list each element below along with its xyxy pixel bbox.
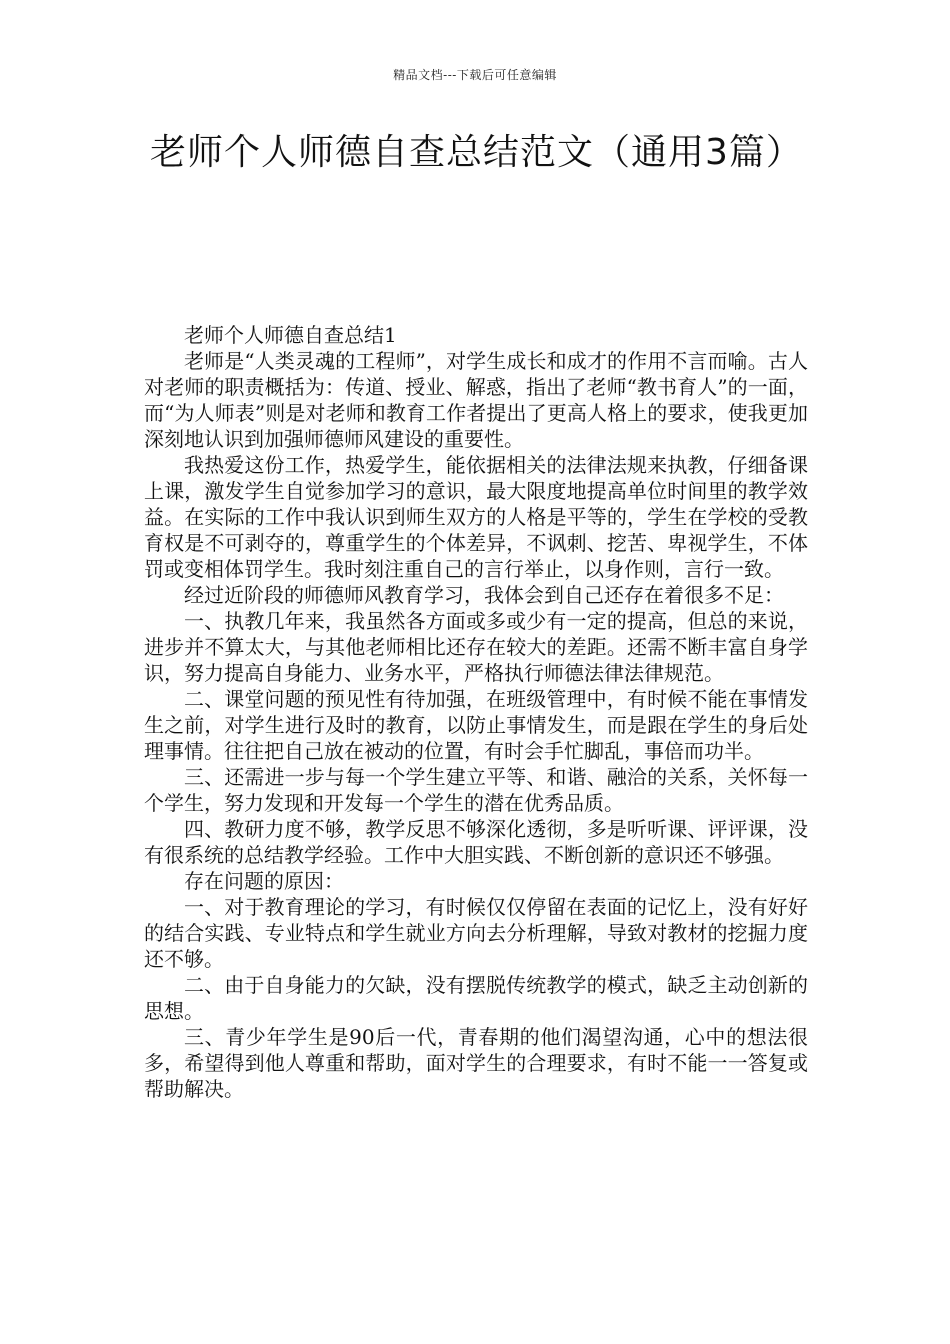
body-paragraph: 三、还需进一步与每一个学生建立平等、和谐、融洽的关系，关怀每一个学生，努力发现和开发每一个学生的潜在优秀品质。: [144, 765, 808, 815]
body-paragraph: 一、对于教育理论的学习，有时候仅仅停留在表面的记忆上，没有好好的结合实践、专业特点和学生就业方向去分析理解，导致对教材的挖掘力度还不够。: [144, 895, 808, 971]
body-paragraph: 二、由于自身能力的欠缺，没有摆脱传统教学的模式，缺乏主动创新的思想。: [144, 973, 808, 1023]
document-title: 老师个人师德自查总结范文（通用3篇）: [150, 132, 803, 173]
body-paragraph: 二、课堂问题的预见性有待加强，在班级管理中，有时候不能在事情发生之前，对学生进行及时的教育，以防止事情发生，而是跟在学生的身后处理事情。往往把自己放在被动的位置，有时会手忙脚乱，事倍而功半。: [144, 687, 808, 763]
document-body: [144, 322, 808, 1102]
body-paragraph: 三、青少年学生是90后一代，青春期的他们渴望沟通，心中的想法很多，希望得到他人尊重和帮助，面对学生的合理要求，有时不能一一答复或帮助解决。: [144, 1025, 808, 1101]
header-note: 精品文档---下载后可任意编辑: [393, 68, 557, 82]
body-paragraph: 我热爱这份工作，热爱学生，能依据相关的法律法规来执教，仔细备课上课，激发学生自觉参加学习的意识，最大限度地提高单位时间里的教学效益。在实际的工作中我认识到师生双方的人格是平等的，学生在学校的受教育权是不可剥夺的，尊重学生的个体差异，不讽刺、挖苦、卑视学生，不体罚或变相体罚学生。我时刻注重自己的言行举止，以身作则，言行一致。: [144, 453, 808, 581]
body-paragraph: 老师是“人类灵魂的工程师”，对学生成长和成才的作用不言而喻。古人对老师的职责概括为：传道、授业、解惑，指出了老师“教书育人”的一面，而“为人师表”则是对老师和教育工作者提出了更高人格上的要求，使我更加深刻地认识到加强师德师风建设的重要性。: [144, 349, 808, 451]
body-paragraph: 四、教研力度不够，教学反思不够深化透彻，多是听听课、评评课，没有很系统的总结教学经验。工作中大胆实践、不断创新的意识还不够强。: [144, 817, 808, 867]
body-paragraph: 经过近阶段的师德师风教育学习，我体会到自己还存在着很多不足：: [184, 583, 784, 607]
body-paragraph: 一、执教几年来，我虽然各方面或多或少有一定的提高，但总的来说，进步并不算太大，与其他老师相比还存在较大的差距。还需不断丰富自身学识，努力提高自身能力、业务水平，严格执行师德法律法律规范。: [144, 609, 808, 685]
section-heading: 老师个人师德自查总结1: [184, 323, 397, 347]
subheading-paragraph: 存在问题的原因：: [184, 869, 344, 893]
